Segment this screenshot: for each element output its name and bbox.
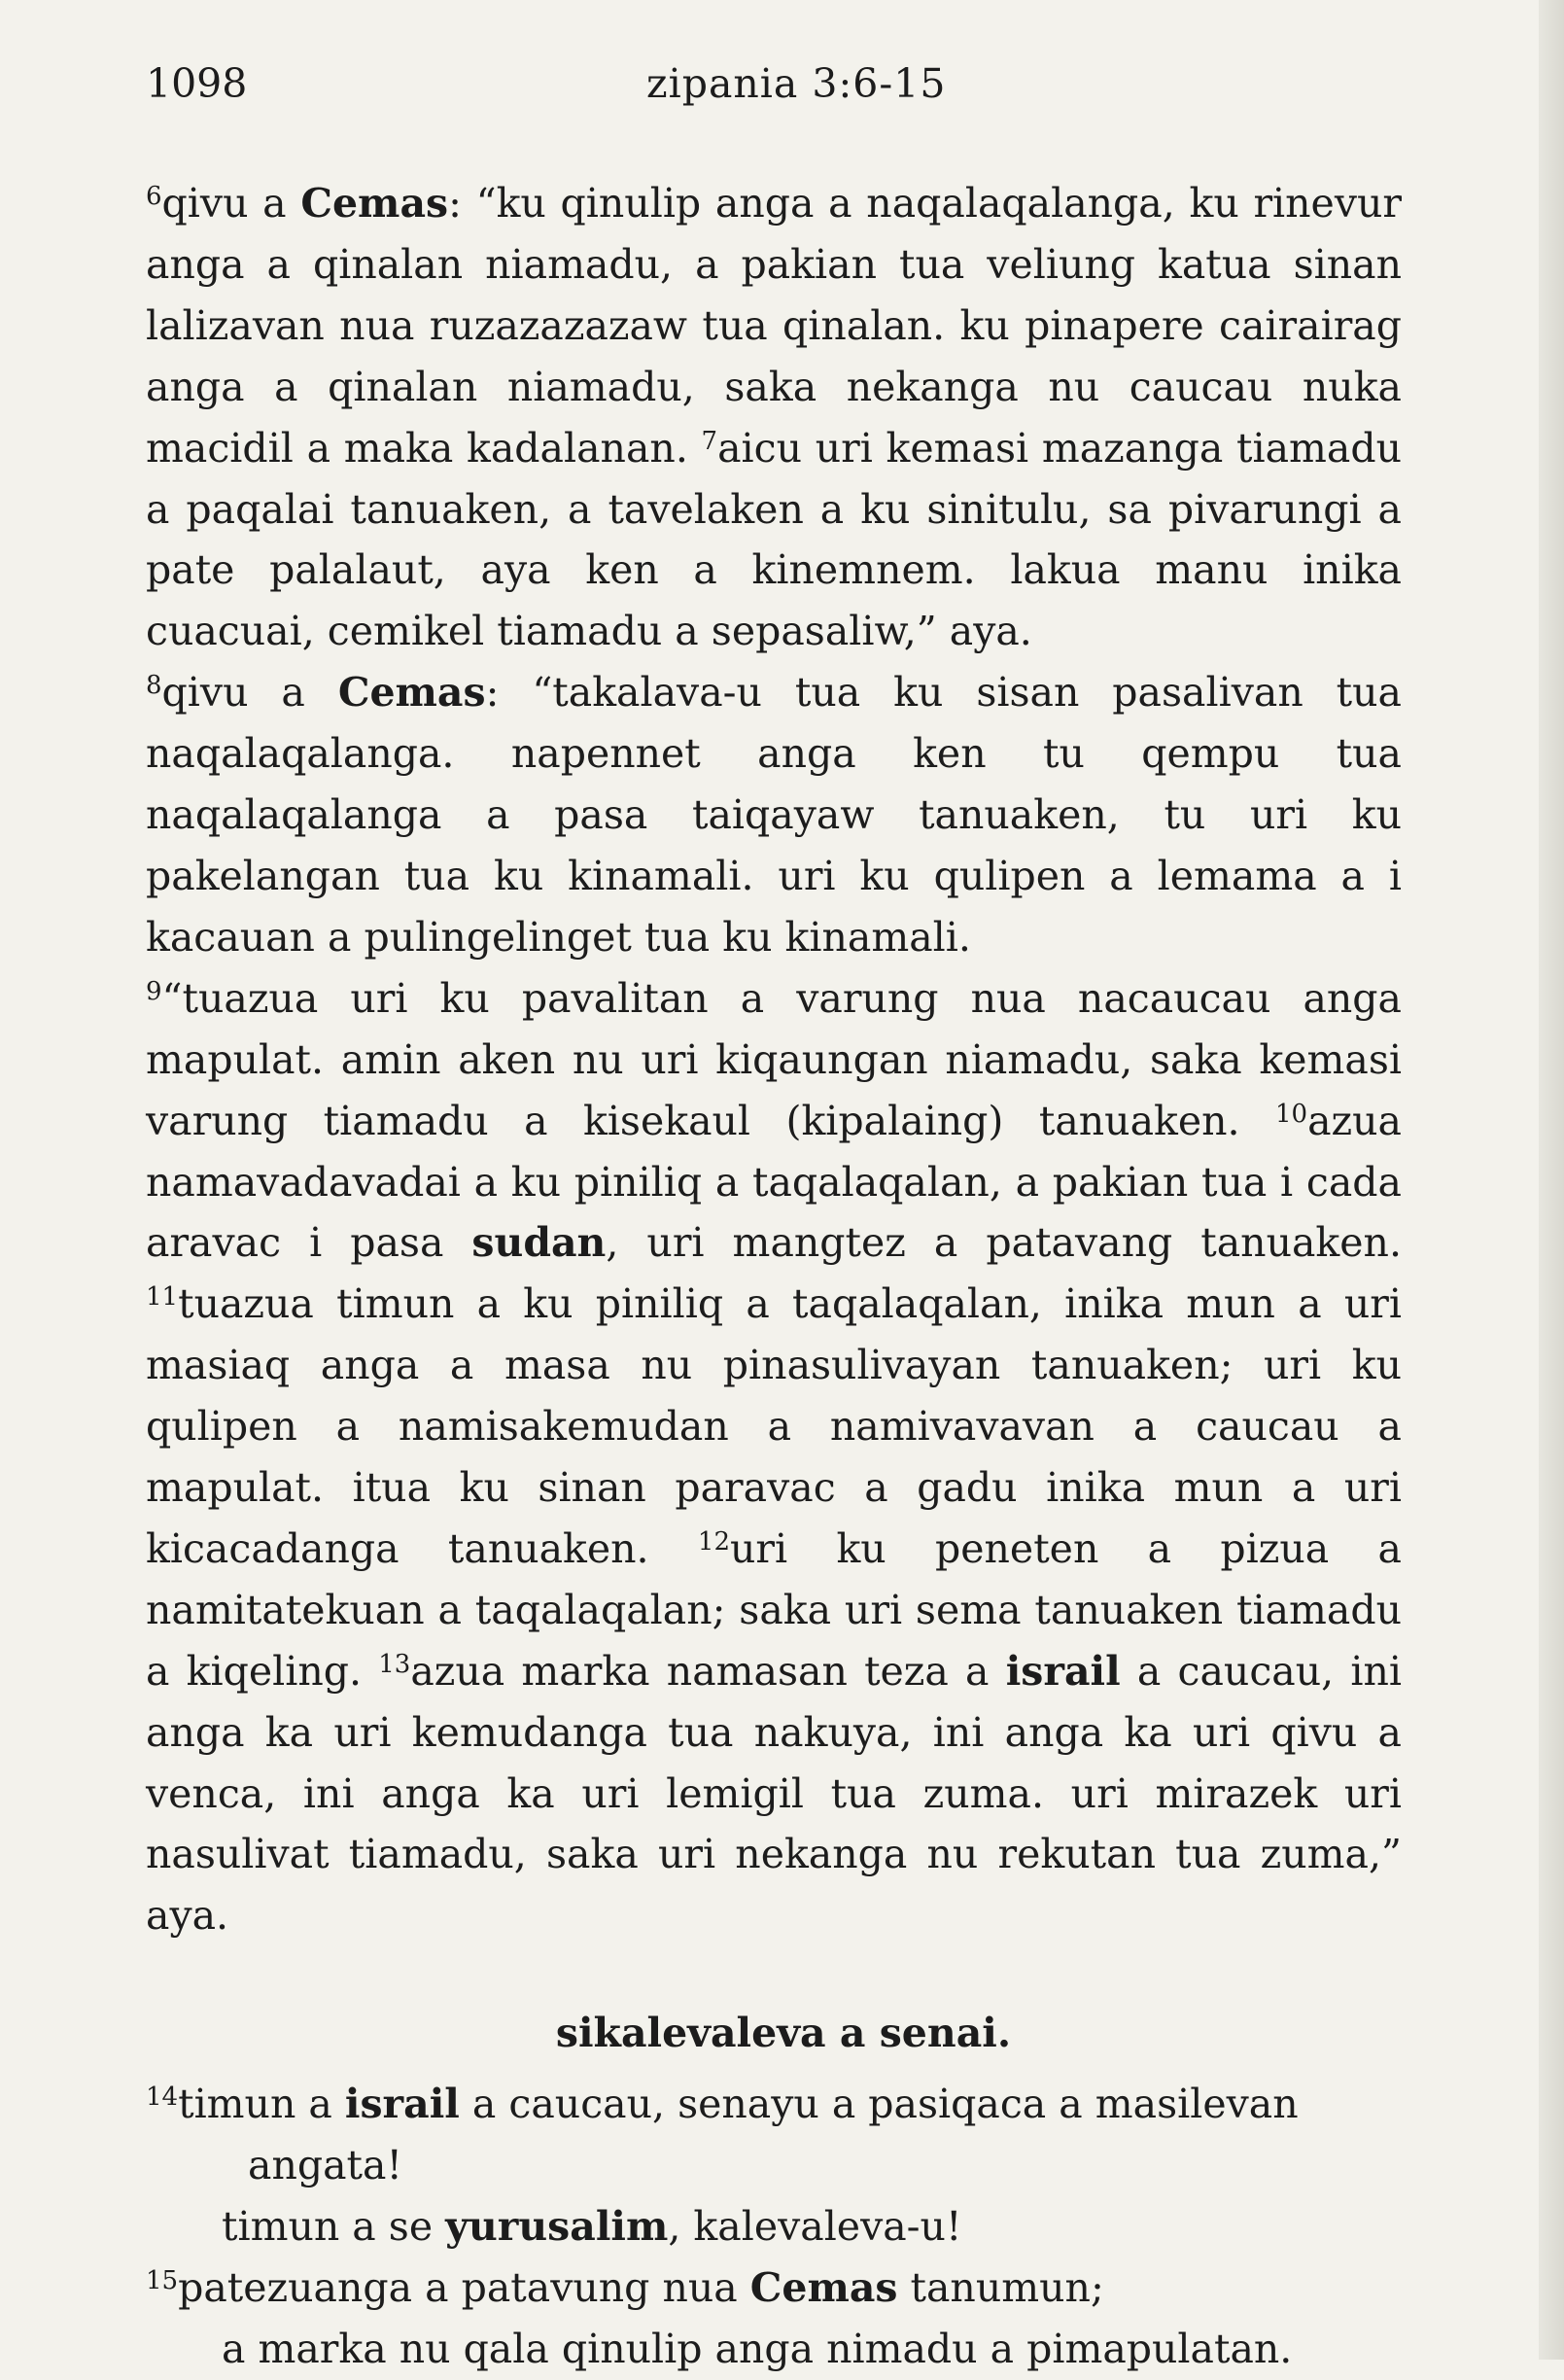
verse-text: , uri mangtez a patavang tanuaken.: [606, 1219, 1402, 1267]
verse-bold-text: Cemas: [300, 180, 449, 227]
poem-text: timun a se: [222, 2203, 446, 2251]
poem-bold-text: yurusalim: [445, 2203, 669, 2251]
poem-line: angata!: [248, 2142, 402, 2189]
verse-text: azua marka namasan teza a: [410, 1647, 1006, 1695]
poem-block: [146, 2074, 1402, 2380]
verse-text: qivu a: [161, 180, 301, 227]
verse-text: azua namavadavadai a ku piniliq a taqalaqalan, a pakian tua i cada aravac i pasa: [146, 1097, 1402, 1267]
verse-number: 14: [146, 2082, 179, 2113]
body-text: [146, 173, 1402, 2380]
verse-bold-text: Cemas: [337, 669, 486, 717]
verse-number: 8: [146, 671, 162, 701]
poem-text: a caucau, senayu a pasiqaca a masilevan: [459, 2081, 1299, 2128]
poem-line: [146, 2074, 1402, 2135]
poem-bold-text: israil: [344, 2081, 460, 2128]
poem-bold-text: Cemas: [749, 2264, 898, 2312]
verse-number: 15: [146, 2266, 179, 2296]
page-number: 1098: [146, 60, 248, 107]
verse-text: tuazua timun a ku piniliq a taqalaqalan, inika mun a uri masiaq anga a masa nu pinasulivayan tanuaken; uri ku qulipen a namisakemudan a namivavavan a caucau a mapulat. itua ku sinan paravac a gadu inika mun a uri kicacadanga tanuaken.: [146, 1280, 1402, 1572]
page-header: [146, 60, 1400, 119]
poem-line: [146, 2196, 1402, 2258]
poem-line: [146, 2258, 1402, 2319]
verse-number: 6: [146, 182, 162, 211]
running-head: zipania 3:6-15: [646, 60, 947, 107]
verse-text: : “takalava-u tua ku sisan pasalivan tua naqalaqalanga. napennet anga ken tu qempu tua naqalaqalanga a pasa taiqayaw tanuaken, tu uri ku pakelangan tua ku kinamali. uri ku qulipen a lemama a i kacauan a pulingelinget tua ku kinamali.: [146, 669, 1402, 961]
poem-text: patezuanga a patavung nua: [178, 2264, 750, 2312]
verse-number: 7: [701, 426, 718, 456]
verse-number: 12: [697, 1526, 731, 1557]
paragraph-6-7: [146, 173, 1402, 662]
page-edge: [1539, 0, 1564, 2360]
section-heading: sikalevaleva a senai.: [555, 2010, 1012, 2057]
verse-text: uri ku peneten a pizua a namitatekuan a taqalaqalan; saka uri sema tanuaken tiamadu a kiqeling.: [146, 1524, 1402, 1695]
paragraph-9-13: [146, 968, 1402, 1947]
poem-text: , kalevaleva-u!: [668, 2203, 962, 2251]
verse-number: 10: [1275, 1099, 1308, 1129]
verse-number: 11: [146, 1282, 179, 1312]
poem-text: tanumun;: [897, 2264, 1104, 2312]
poem-line: a marka nu qala qinulip anga nimadu a pimapulatan.: [222, 2326, 1293, 2373]
verse-number: 9: [146, 976, 162, 1006]
verse-text: aicu uri kemasi mazanga tiamadu a paqalai tanuaken, a tavelaken a ku sinitulu, sa pivarungi a pate palalaut, aya ken a kinemnem. lakua manu inika cuacuai, cemikel tiamadu a sepasaliw,” aya.: [146, 424, 1402, 655]
verse-text: : “ku qinulip anga a naqalaqalanga, ku rinevur anga a qinalan niamadu, a pakian tua veliung katua sinan lalizavan nua ruzazazazaw tua qinalan. ku pinapere cairairag anga a qinalan niamadu, saka nekanga nu caucau nuka macidil a maka kadalanan.: [146, 180, 1402, 472]
verse-bold-text: sudan: [471, 1219, 607, 1267]
verse-text: “tuazua uri ku pavalitan a varung nua nacaucau anga mapulat. amin aken nu uri kiqaungan niamadu, saka kemasi varung tiamadu a kisekaul (kipalaing) tanuaken.: [146, 974, 1402, 1144]
verse-bold-text: israil: [1005, 1647, 1121, 1695]
verse-number: 13: [378, 1649, 411, 1679]
verse-text: qivu a: [161, 669, 338, 717]
paragraph-8: [146, 662, 1402, 968]
verse-text: a caucau, ini anga ka uri kemudanga tua nakuya, ini anga ka uri qivu a venca, ini anga ka uri lemigil tua zuma. uri mirazek uri nasulivat tiamadu, saka uri nekanga nu rekutan tua zuma,” aya.: [146, 1647, 1402, 1940]
poem-text: timun a: [178, 2081, 345, 2128]
